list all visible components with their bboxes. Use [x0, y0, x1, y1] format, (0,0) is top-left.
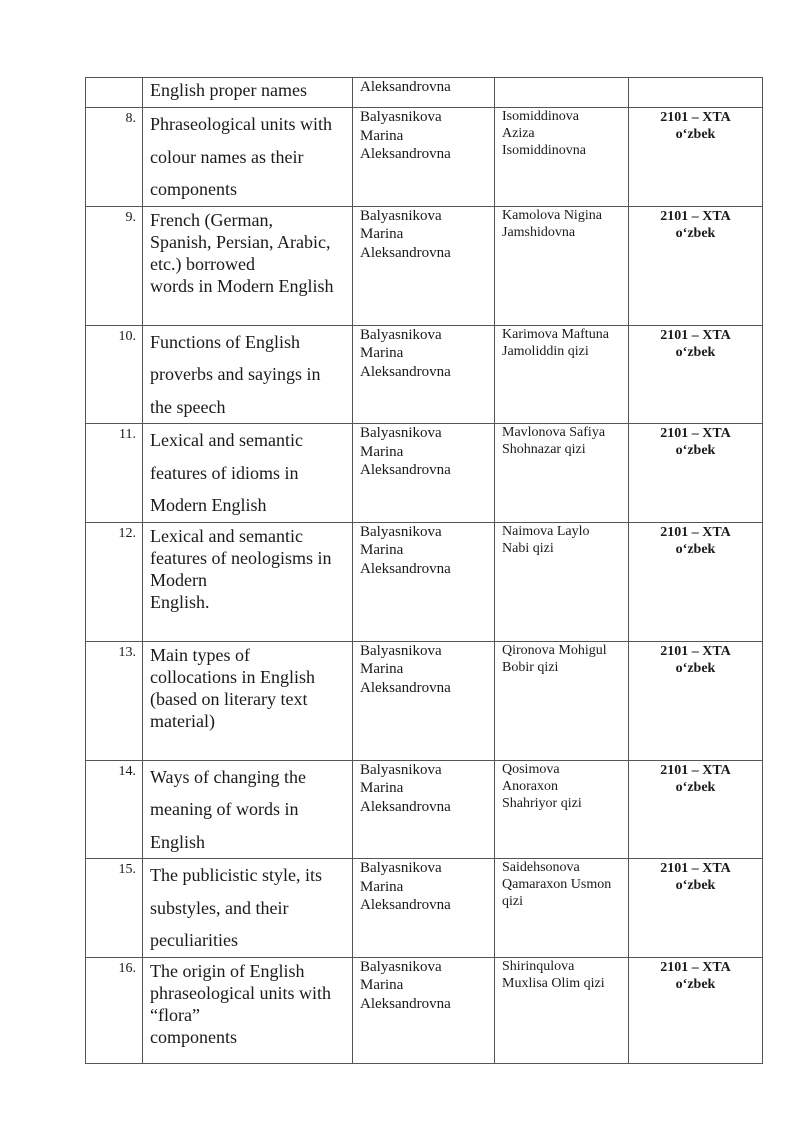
supervisor-line: Balyasnikova [360, 860, 442, 876]
student-line: Qosimova [502, 761, 560, 777]
student-cell [495, 78, 629, 108]
topic-cell [143, 108, 353, 207]
topic-text: English proper names [150, 80, 307, 100]
row-number: 10. [118, 328, 136, 344]
number-cell [86, 760, 143, 859]
supervisor-cell [353, 108, 495, 207]
topic-line: collocations in English [150, 666, 315, 687]
row-number: 12. [118, 525, 136, 541]
supervisor-line: Aleksandrovna [360, 146, 451, 162]
supervisor-line: Marina [360, 878, 404, 895]
topic-line: features of idioms in [150, 462, 299, 483]
student-line: Naimova Laylo [502, 523, 590, 539]
topic-cell [143, 424, 353, 523]
topic-line: phraseological units with [150, 982, 331, 1003]
table-row-continuation [86, 78, 763, 108]
topic-cell [143, 957, 353, 1063]
topic-line: proverbs and sayings in [150, 364, 321, 384]
topic-line: Spanish, Persian, Arabic, [150, 231, 331, 252]
student-line: Karimova Maftuna [502, 326, 609, 342]
group-code: 2101 – XTA [660, 524, 731, 540]
supervisor-line: Aleksandrovna [360, 679, 451, 696]
topic-line: meaning of words in [150, 799, 299, 819]
group-code: 2101 – XTA [660, 643, 731, 659]
supervisor-line: Marina [360, 345, 404, 361]
group-code: 2101 – XTA [660, 110, 731, 125]
supervisor-line: Aleksandrovna [360, 560, 451, 577]
table-body [86, 78, 763, 1064]
student-line: Anoraxon [502, 778, 558, 794]
number-cell [86, 424, 143, 523]
number-cell [86, 108, 143, 207]
topic-line: “flora” [150, 1004, 200, 1025]
topic-line: Main types of [150, 644, 250, 665]
group-cell [629, 522, 763, 641]
row-number: 15. [118, 862, 136, 877]
supervisor-line: Marina [360, 977, 404, 993]
row-number: 9. [125, 209, 136, 225]
table-row [86, 325, 763, 424]
number-cell [86, 957, 143, 1063]
group-language: o‘zbek [675, 878, 716, 893]
student-cell [495, 522, 629, 641]
row-number: 11. [119, 427, 136, 442]
supervisor-line: Balyasnikova [360, 425, 442, 441]
student-line: Nabi qizi [502, 540, 554, 556]
group-code: 2101 – XTA [660, 959, 731, 975]
supervisor-line: Balyasnikova [360, 761, 442, 778]
supervisor-line: Balyasnikova [360, 326, 442, 343]
group-language: o‘zbek [675, 976, 716, 992]
supervisor-line: Aleksandrovna [360, 363, 451, 380]
topic-cell [143, 206, 353, 325]
number-cell [86, 78, 143, 108]
supervisor-cell [353, 424, 495, 523]
student-line: Kamolova Nigina [502, 207, 602, 223]
student-line: Muxlisa Olim qizi [502, 975, 605, 991]
number-cell [86, 206, 143, 325]
group-cell [629, 760, 763, 859]
topic-line: features of neologisms in [150, 547, 332, 568]
supervisor-line: Aleksandrovna [360, 462, 451, 478]
topic-line: etc.) borrowed [150, 253, 255, 274]
student-line: qizi [502, 894, 523, 909]
number-cell [86, 641, 143, 760]
table-row [86, 641, 763, 760]
supervisor-text: Aleksandrovna [360, 79, 451, 95]
student-line: Isomiddinovna [502, 143, 586, 158]
topic-cell [143, 522, 353, 641]
table-row [86, 108, 763, 207]
topic-cell [143, 78, 353, 108]
topic-line: The origin of English [150, 960, 305, 981]
row-number: 13. [118, 644, 136, 660]
table-row [86, 424, 763, 523]
supervisor-cell [353, 325, 495, 424]
group-code: 2101 – XTA [660, 762, 731, 778]
group-code: 2101 – XTA [660, 861, 731, 876]
supervisor-cell [353, 522, 495, 641]
topic-cell [143, 859, 353, 958]
group-cell [629, 859, 763, 958]
topic-line: French (German, [150, 209, 273, 230]
thesis-topics-table [85, 77, 763, 1064]
topic-line: English [150, 831, 206, 852]
student-line: Isomiddinova [502, 109, 579, 124]
topic-cell [143, 760, 353, 859]
group-code: 2101 – XTA [660, 426, 731, 441]
topic-line: the speech [150, 396, 226, 417]
group-language: o‘zbek [675, 779, 716, 795]
group-cell [629, 957, 763, 1063]
group-language: o‘zbek [675, 443, 716, 458]
supervisor-line: Marina [360, 443, 404, 460]
group-code: 2101 – XTA [660, 208, 731, 224]
group-cell [629, 78, 763, 108]
student-cell [495, 760, 629, 859]
supervisor-line: Marina [360, 780, 404, 796]
supervisor-line: Balyasnikova [360, 109, 442, 125]
supervisor-line: Balyasnikova [360, 207, 442, 224]
group-cell [629, 424, 763, 523]
supervisor-line: Balyasnikova [360, 958, 442, 975]
student-line: Qamaraxon Usmon [502, 877, 612, 892]
supervisor-line: Marina [360, 661, 404, 677]
topic-line: Phraseological units with [150, 114, 332, 134]
table-row [86, 760, 763, 859]
student-cell [495, 859, 629, 958]
topic-line: Lexical and semantic [150, 430, 303, 450]
group-cell [629, 641, 763, 760]
supervisor-cell [353, 641, 495, 760]
group-language: o‘zbek [675, 225, 716, 241]
supervisor-line: Balyasnikova [360, 642, 442, 659]
student-cell [495, 641, 629, 760]
topic-line: Modern English [150, 495, 267, 515]
student-line: Jamoliddin qizi [502, 343, 589, 359]
topic-line: (based on literary text [150, 688, 308, 709]
topic-line: material) [150, 710, 215, 731]
row-number: 14. [118, 763, 136, 779]
topic-line: components [150, 179, 237, 199]
topic-line: components [150, 1026, 237, 1047]
topic-line: The publicistic style, its [150, 865, 322, 885]
number-cell [86, 522, 143, 641]
group-language: o‘zbek [675, 127, 716, 142]
group-cell [629, 108, 763, 207]
group-cell [629, 206, 763, 325]
supervisor-cell [353, 206, 495, 325]
number-cell [86, 325, 143, 424]
group-language: o‘zbek [675, 344, 716, 360]
student-line: Mavlonova Safiya [502, 425, 606, 440]
table-row [86, 206, 763, 325]
table-row [86, 522, 763, 641]
student-line: Shirinqulova [502, 958, 575, 974]
topic-line: Functions of English [150, 331, 301, 352]
supervisor-line: Marina [360, 542, 404, 558]
group-cell [629, 325, 763, 424]
student-line: Bobir qizi [502, 659, 559, 675]
table-row [86, 859, 763, 958]
supervisor-line: Marina [360, 226, 404, 242]
topic-cell [143, 641, 353, 760]
supervisor-line: Aleksandrovna [360, 798, 451, 815]
supervisor-cell [353, 760, 495, 859]
supervisor-cell [353, 78, 495, 108]
group-language: o‘zbek [675, 541, 716, 557]
student-cell [495, 424, 629, 523]
supervisor-line: Balyasnikova [360, 523, 442, 540]
topic-line: Ways of changing the [150, 766, 307, 787]
student-cell [495, 325, 629, 424]
student-cell [495, 957, 629, 1063]
supervisor-line: Marina [360, 127, 404, 144]
topic-line: Lexical and semantic [150, 525, 303, 546]
group-code: 2101 – XTA [660, 327, 731, 343]
table-row [86, 957, 763, 1063]
topic-line: peculiarities [150, 930, 238, 950]
student-line: Saidehsonova [502, 860, 580, 875]
topic-line: colour names as their [150, 146, 304, 167]
topic-cell [143, 325, 353, 424]
supervisor-line: Aleksandrovna [360, 244, 451, 261]
row-number: 16. [118, 960, 136, 976]
row-number: 8. [125, 111, 136, 126]
student-line: Shahriyor qizi [502, 795, 582, 811]
student-line: Jamshidovna [502, 224, 576, 240]
supervisor-cell [353, 859, 495, 958]
student-line: Qironova Mohigul [502, 642, 607, 658]
student-cell [495, 206, 629, 325]
student-line: Aziza [502, 126, 535, 141]
topic-line: Modern [150, 569, 207, 590]
supervisor-cell [353, 957, 495, 1063]
topic-line: English. [150, 591, 210, 612]
student-cell [495, 108, 629, 207]
supervisor-line: Aleksandrovna [360, 897, 451, 913]
supervisor-line: Aleksandrovna [360, 995, 451, 1012]
topic-line: substyles, and their [150, 897, 289, 918]
student-line: Shohnazar qizi [502, 442, 586, 457]
topic-line: words in Modern English [150, 275, 334, 296]
number-cell [86, 859, 143, 958]
group-language: o‘zbek [675, 660, 716, 676]
